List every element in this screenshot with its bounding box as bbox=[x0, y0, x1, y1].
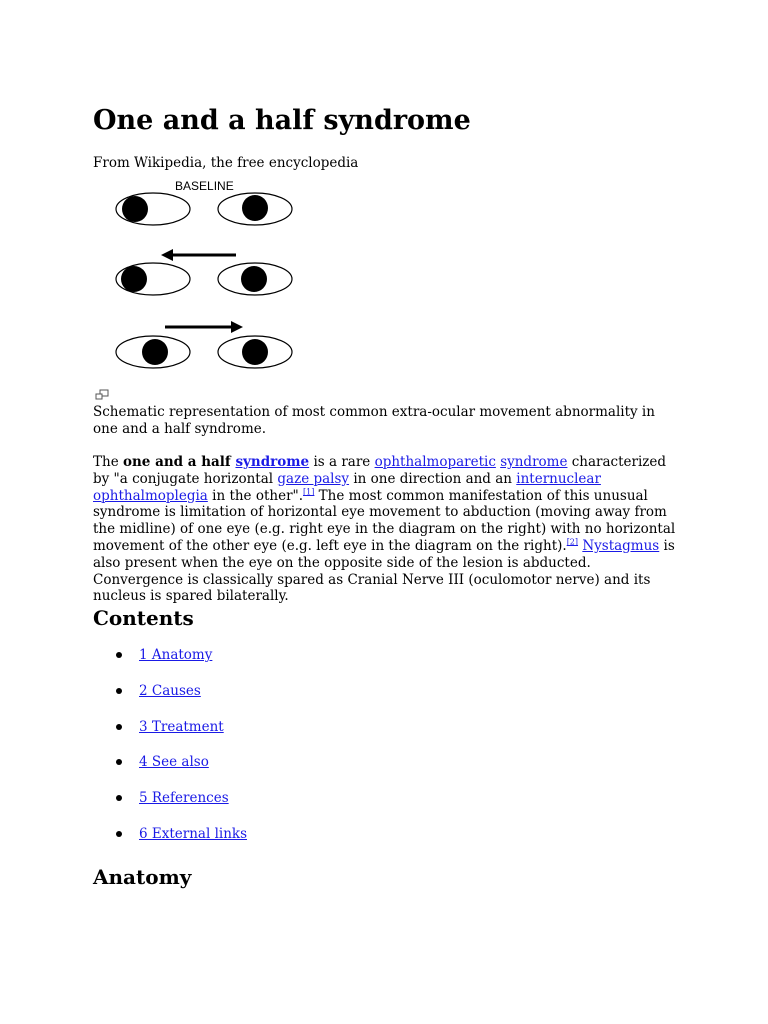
eye-pair-left-gaze bbox=[116, 263, 292, 295]
left-pupil bbox=[121, 266, 147, 292]
reference-1-link[interactable]: [1] bbox=[303, 487, 315, 497]
toc-link-anatomy[interactable]: 1 Anatomy bbox=[139, 647, 213, 663]
bullet-icon bbox=[116, 724, 122, 730]
toc-link-external-links[interactable]: 6 External links bbox=[139, 825, 248, 842]
toc-link-treatment[interactable]: 3 Treatment bbox=[139, 718, 224, 735]
toc-link-references[interactable]: 5 References bbox=[139, 790, 229, 807]
bullet-icon bbox=[116, 759, 122, 765]
eye-movement-diagram[interactable] bbox=[113, 176, 323, 376]
contents-heading: Contents bbox=[93, 606, 194, 630]
toc-item bbox=[93, 826, 393, 862]
bullet-icon bbox=[116, 688, 122, 694]
anatomy-heading: Anatomy bbox=[93, 865, 192, 889]
internuclear-ophthalmoplegia-link[interactable]: internuclear ophthalmoplegia bbox=[93, 470, 601, 504]
right-pupil bbox=[242, 339, 268, 365]
magnify-clip-icon[interactable] bbox=[95, 386, 109, 398]
syndrome-link-bold[interactable]: syndrome bbox=[235, 454, 310, 470]
bullet-icon bbox=[116, 652, 122, 658]
toc-item bbox=[93, 790, 393, 826]
table-of-contents bbox=[93, 647, 393, 862]
bullet-icon bbox=[116, 831, 122, 837]
arrow-right-gaze bbox=[165, 321, 243, 333]
syndrome-link[interactable]: syndrome bbox=[500, 454, 568, 470]
page-title: One and a half syndrome bbox=[93, 105, 471, 136]
toc-link-causes[interactable]: 2 Causes bbox=[139, 682, 201, 699]
arrow-left-gaze bbox=[161, 249, 236, 261]
toc-link-see-also[interactable]: 4 See also bbox=[139, 754, 209, 771]
figure-caption: Schematic representation of most common extra-ocular movement abnormality in one and a half syndrome. bbox=[93, 404, 655, 437]
toc-item bbox=[93, 683, 393, 719]
right-pupil bbox=[241, 266, 267, 292]
lead-paragraph: The one and a half syndrome is a rare ophthalmoparetic syndrome characterized by "a conjugate horizontal gaze palsy in one direction and an internuclear ophthalmoplegia in the other".[1] The most common manifestation of this unusual syndrome is limitation of horizontal eye movement to abduction (moving away from the midline) of one eye (e.g. right eye in the diagram on the right) with no horizontal movement of the other eye (e.g. left eye in the diagram on the right).[2] Nystagmus is also present when the eye on the opposite side of the lesion is abducted. Convergence is classically spared as Cranial Nerve III (oculomotor nerve) and its nucleus is spared bilaterally. bbox=[93, 454, 676, 605]
bullet-icon bbox=[116, 795, 122, 801]
right-pupil bbox=[242, 195, 268, 221]
toc-item bbox=[93, 719, 393, 755]
eye-pair-right-gaze bbox=[116, 336, 292, 368]
ophthalmoparetic-link[interactable]: ophthalmoparetic bbox=[374, 454, 496, 470]
gaze-palsy-link[interactable]: gaze palsy bbox=[277, 470, 350, 487]
bold-term: one and a half bbox=[122, 454, 236, 470]
toc-item bbox=[93, 647, 393, 683]
left-pupil bbox=[122, 196, 148, 222]
left-pupil bbox=[142, 339, 168, 365]
nystagmus-link[interactable]: Nystagmus bbox=[582, 537, 660, 554]
eye-pair-baseline bbox=[116, 193, 292, 225]
toc-item bbox=[93, 754, 393, 790]
site-subtitle: From Wikipedia, the free encyclopedia bbox=[93, 155, 359, 171]
diagram-label: BASELINE bbox=[175, 179, 234, 193]
reference-2-link[interactable]: [2] bbox=[566, 537, 579, 547]
